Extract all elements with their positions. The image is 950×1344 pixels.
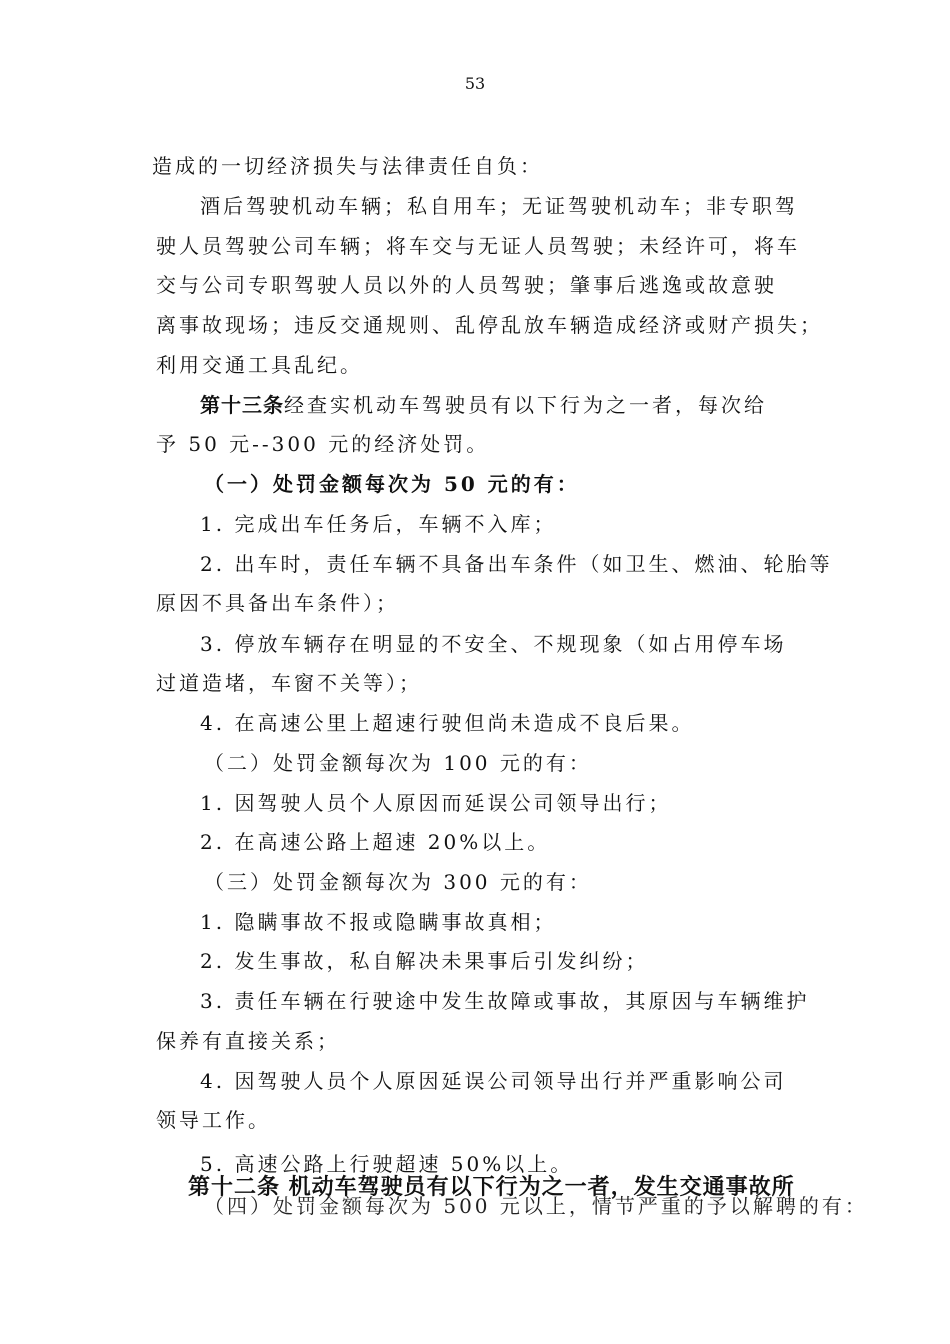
page-number: 53	[464, 74, 486, 93]
section-heading-3: （三）处罚金额每次为 300 元的有：	[204, 870, 592, 894]
list-item: 1. 因驾驶人员个人原因而延误公司领导出行；	[200, 791, 672, 815]
list-item-continuation: 过道造堵，车窗不关等）；	[156, 671, 422, 695]
list-item: 1. 隐瞒事故不报或隐瞒事故真相；	[200, 910, 557, 934]
section-heading-4: （四）处罚金额每次为 500 元以上，情节严重的予以解聘的有：	[204, 1194, 868, 1218]
list-item-continuation: 原因不具备出车条件）；	[156, 591, 399, 615]
list-item-continuation: 保养有直接关系；	[156, 1029, 340, 1053]
article-13-label: 第十三条	[200, 393, 284, 417]
list-item: 4. 在高速公里上超速行驶但尚未造成不良后果。	[200, 711, 695, 735]
list-item: 2. 发生事故，私自解决未果事后引发纠纷；	[200, 949, 649, 973]
section-heading-2: （二）处罚金额每次为 100 元的有：	[204, 751, 592, 775]
section-heading-1-text: （一）处罚金额每次为 50 元的有：	[204, 472, 580, 496]
paragraph-line: 造成的一切经济损失与法律责任自负：	[152, 154, 543, 178]
paragraph-line: 驶人员驾驶公司车辆；将车交与无证人员驾驶；未经许可，将车	[156, 234, 800, 258]
overlapping-article-12-heading: 第十二条 机动车驾驶员有以下行为之一者，发生交通事故所	[188, 1175, 795, 1200]
list-item: 2. 出车时，责任车辆不具备出车条件（如卫生、燃油、轮胎等	[200, 552, 833, 576]
list-item: 3. 停放车辆存在明显的不安全、不规现象（如占用停车场	[200, 632, 787, 656]
article-13-line	[200, 392, 767, 418]
paragraph-line: 利用交通工具乱纪。	[156, 353, 363, 377]
paragraph-line: 交与公司专职驾驶人员以外的人员驾驶；肇事后逃逸或故意驶	[156, 273, 777, 297]
section-heading-1	[204, 471, 580, 497]
list-item: 2. 在高速公路上超速 20%以上。	[200, 830, 551, 854]
list-item: 3. 责任车辆在行驶途中发生故障或事故，其原因与车辆维护	[200, 989, 810, 1013]
list-item-continuation: 领导工作。	[156, 1108, 271, 1132]
list-item: 5. 高速公路上行驶超速 50%以上。	[200, 1152, 574, 1176]
list-item: 1. 完成出车任务后，车辆不入库；	[200, 512, 557, 536]
paragraph-line: 予 50 元--300 元的经济处罚。	[156, 432, 490, 456]
paragraph-line: 酒后驾驶机动车辆；私自用车；无证驾驶机动车；非专职驾	[200, 194, 798, 218]
paragraph-line: 离事故现场；违反交通规则、乱停乱放车辆造成经济或财产损失；	[156, 313, 823, 337]
article-13-text: 经查实机动车驾驶员有以下行为之一者，每次给	[284, 393, 767, 417]
list-item: 4. 因驾驶人员个人原因延误公司领导出行并严重影响公司	[200, 1069, 787, 1093]
